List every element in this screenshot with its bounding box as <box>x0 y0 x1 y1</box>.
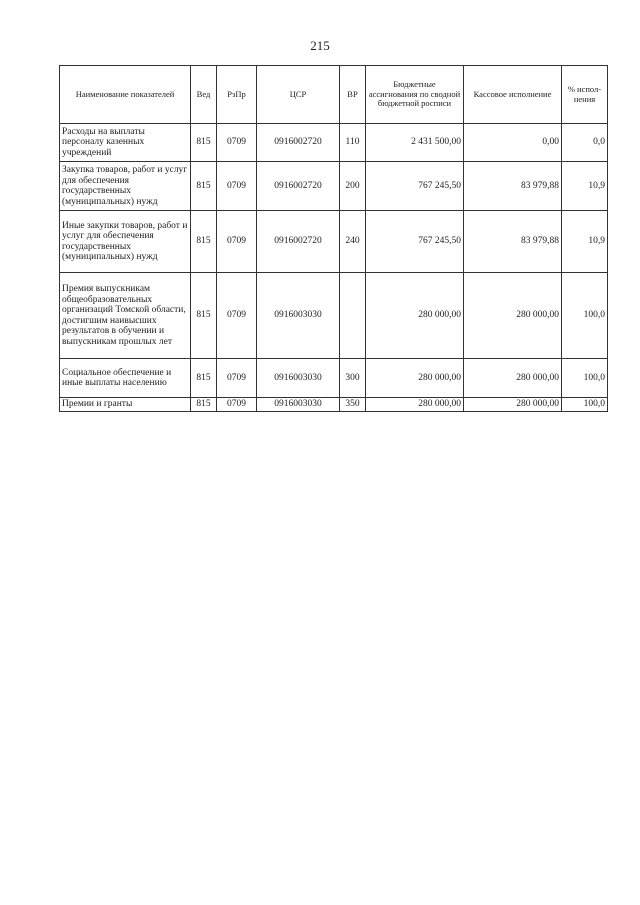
row-percent: 100,0 <box>562 398 608 412</box>
row-ved: 815 <box>191 124 217 162</box>
header-cash: Кассовое исполнение <box>464 66 562 124</box>
row-name: Премии и гранты <box>60 398 191 412</box>
row-csr: 0916002720 <box>257 124 340 162</box>
header-csr: ЦСР <box>257 66 340 124</box>
table-row <box>60 211 608 273</box>
page-number: 215 <box>310 38 330 53</box>
row-percent: 100,0 <box>562 273 608 359</box>
row-rzpr: 0709 <box>217 359 257 398</box>
row-budget: 2 431 500,00 <box>366 124 464 162</box>
row-name: Закупка товаров, работ и услуг для обеспечения государственных (муниципальных) нужд <box>60 162 191 211</box>
row-cash: 280 000,00 <box>464 359 562 398</box>
table-row <box>60 359 608 398</box>
row-vr: 110 <box>340 124 366 162</box>
table-row <box>60 273 608 359</box>
table-header-row <box>60 66 608 124</box>
header-percent: % испол-нения <box>562 66 608 124</box>
row-ved: 815 <box>191 359 217 398</box>
header-name: Наименование показателей <box>60 66 191 124</box>
row-ved: 815 <box>191 273 217 359</box>
row-vr: 350 <box>340 398 366 412</box>
row-name: Социальное обеспечение и иные выплаты населению <box>60 359 191 398</box>
row-csr: 0916003030 <box>257 398 340 412</box>
row-budget: 280 000,00 <box>366 273 464 359</box>
row-vr: 300 <box>340 359 366 398</box>
row-vr: 240 <box>340 211 366 273</box>
row-cash: 0,00 <box>464 124 562 162</box>
row-budget: 280 000,00 <box>366 359 464 398</box>
row-csr: 0916003030 <box>257 359 340 398</box>
row-budget: 767 245,50 <box>366 211 464 273</box>
row-name: Премия выпускникам общеобразовательных организаций Томской области, достигшим наивысших результатов в обучении и выпускникам прошлых лет <box>60 273 191 359</box>
row-ved: 815 <box>191 398 217 412</box>
row-vr: 200 <box>340 162 366 211</box>
row-cash: 83 979,88 <box>464 162 562 211</box>
row-rzpr: 0709 <box>217 162 257 211</box>
header-budget: Бюджетные ассигнования по сводной бюджетной росписи <box>366 66 464 124</box>
row-percent: 100,0 <box>562 359 608 398</box>
table-row <box>60 124 608 162</box>
row-cash: 280 000,00 <box>464 273 562 359</box>
budget-execution-table <box>59 65 608 412</box>
row-csr: 0916002720 <box>257 211 340 273</box>
row-csr: 0916002720 <box>257 162 340 211</box>
row-cash: 83 979,88 <box>464 211 562 273</box>
header-ved: Вед <box>191 66 217 124</box>
row-budget: 280 000,00 <box>366 398 464 412</box>
row-csr: 0916003030 <box>257 273 340 359</box>
row-ved: 815 <box>191 162 217 211</box>
header-vr: ВР <box>340 66 366 124</box>
row-percent: 10,9 <box>562 211 608 273</box>
table-row <box>60 162 608 211</box>
row-rzpr: 0709 <box>217 273 257 359</box>
row-cash: 280 000,00 <box>464 398 562 412</box>
row-vr <box>340 273 366 359</box>
row-name: Иные закупки товаров, работ и услуг для обеспечения государственных (муниципальных) нужд <box>60 211 191 273</box>
header-rzpr: РзПр <box>217 66 257 124</box>
row-rzpr: 0709 <box>217 211 257 273</box>
row-name: Расходы на выплаты персоналу казенных учреждений <box>60 124 191 162</box>
row-percent: 10,9 <box>562 162 608 211</box>
table-row <box>60 398 608 412</box>
row-ved: 815 <box>191 211 217 273</box>
row-rzpr: 0709 <box>217 124 257 162</box>
row-budget: 767 245,50 <box>366 162 464 211</box>
row-percent: 0,0 <box>562 124 608 162</box>
row-rzpr: 0709 <box>217 398 257 412</box>
